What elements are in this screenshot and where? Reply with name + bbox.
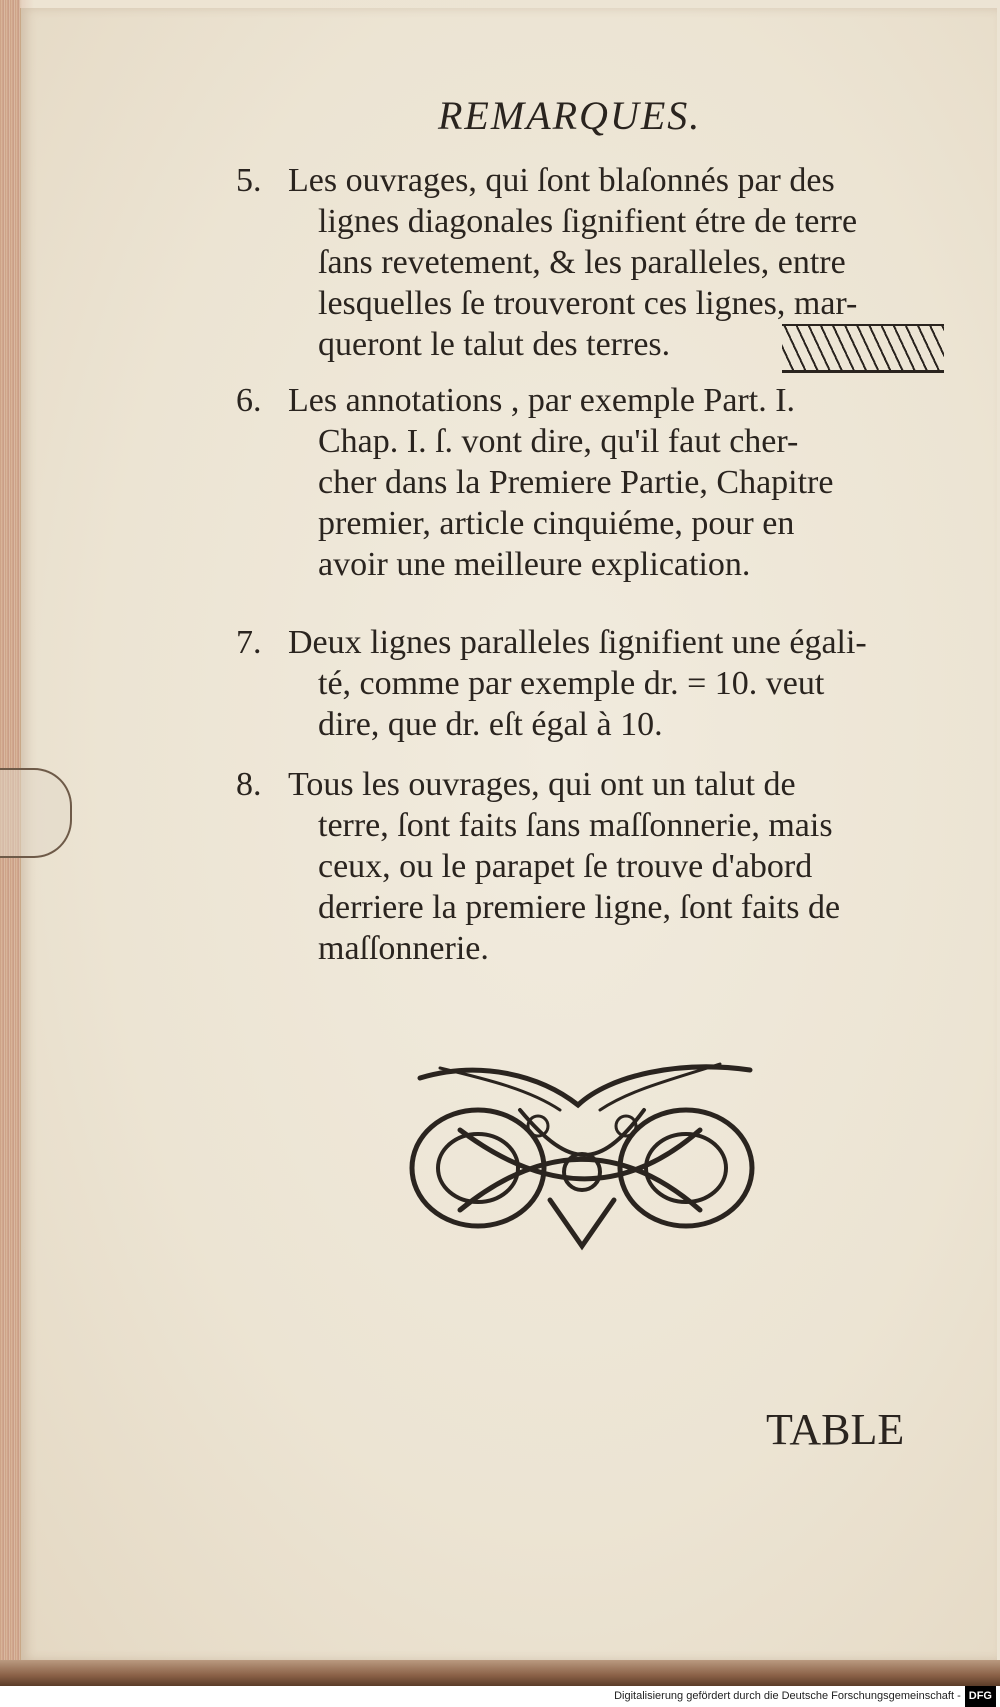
book-bottom-edge: [0, 1660, 1000, 1686]
item-number: 8.: [236, 766, 262, 803]
item-line: ſans revetement, & les paralleles, entre: [318, 244, 846, 281]
remark-item-6: [236, 380, 948, 585]
item-line: avoir une meilleure explication.: [318, 546, 751, 583]
item-line: Les annotations , par exemple Part. I.: [288, 382, 796, 419]
item-number: 6.: [236, 382, 262, 419]
item-line: ceux, ou le parapet ſe trouve d'abord: [318, 848, 813, 885]
item-line: terre, ſont faits ſans maſſonnerie, mais: [318, 807, 833, 844]
item-number: 5.: [236, 162, 262, 199]
catchword: TABLE: [766, 1405, 905, 1454]
digitization-footer: [0, 1686, 1000, 1707]
item-line: premier, article cinquiéme, pour en: [318, 505, 795, 542]
footer-text: Digitalisierung gefördert durch die Deutsche Forschungsgemeinschaft -: [614, 1690, 961, 1702]
dfg-logo: DFG: [965, 1686, 996, 1707]
remark-item-8: [236, 764, 948, 969]
item-line: maſſonnerie.: [318, 930, 489, 967]
hatched-slope-figure: [782, 324, 944, 373]
knotwork-ornament: [400, 1050, 764, 1260]
item-line: dire, que dr. eſt égal à 10.: [318, 706, 663, 743]
item-line: queront le talut des terres.: [318, 326, 671, 363]
item-line: té, comme par exemple dr. = 10. veut: [318, 665, 825, 702]
bookmark-tab: [0, 768, 72, 858]
item-line: lesquelles ſe trouveront ces lignes, mar-: [318, 285, 858, 322]
item-line: derriere la premiere ligne, ſont faits de: [318, 889, 841, 926]
item-line: lignes diagonales ſignifient étre de terre: [318, 203, 858, 240]
item-number: 7.: [236, 624, 262, 661]
item-line: Deux lignes paralleles ſignifient une égali-: [288, 624, 867, 661]
item-line: Les ouvrages, qui ſont blaſonnés par des: [288, 162, 835, 199]
item-line: Chap. I. ſ. vont dire, qu'il faut cher-: [318, 423, 799, 460]
item-line: cher dans la Premiere Partie, Chapitre: [318, 464, 834, 501]
remark-item-7: [236, 622, 948, 745]
item-line: Tous les ouvrages, qui ont un talut de: [288, 766, 796, 803]
page-heading: REMARQUES.: [438, 93, 702, 138]
